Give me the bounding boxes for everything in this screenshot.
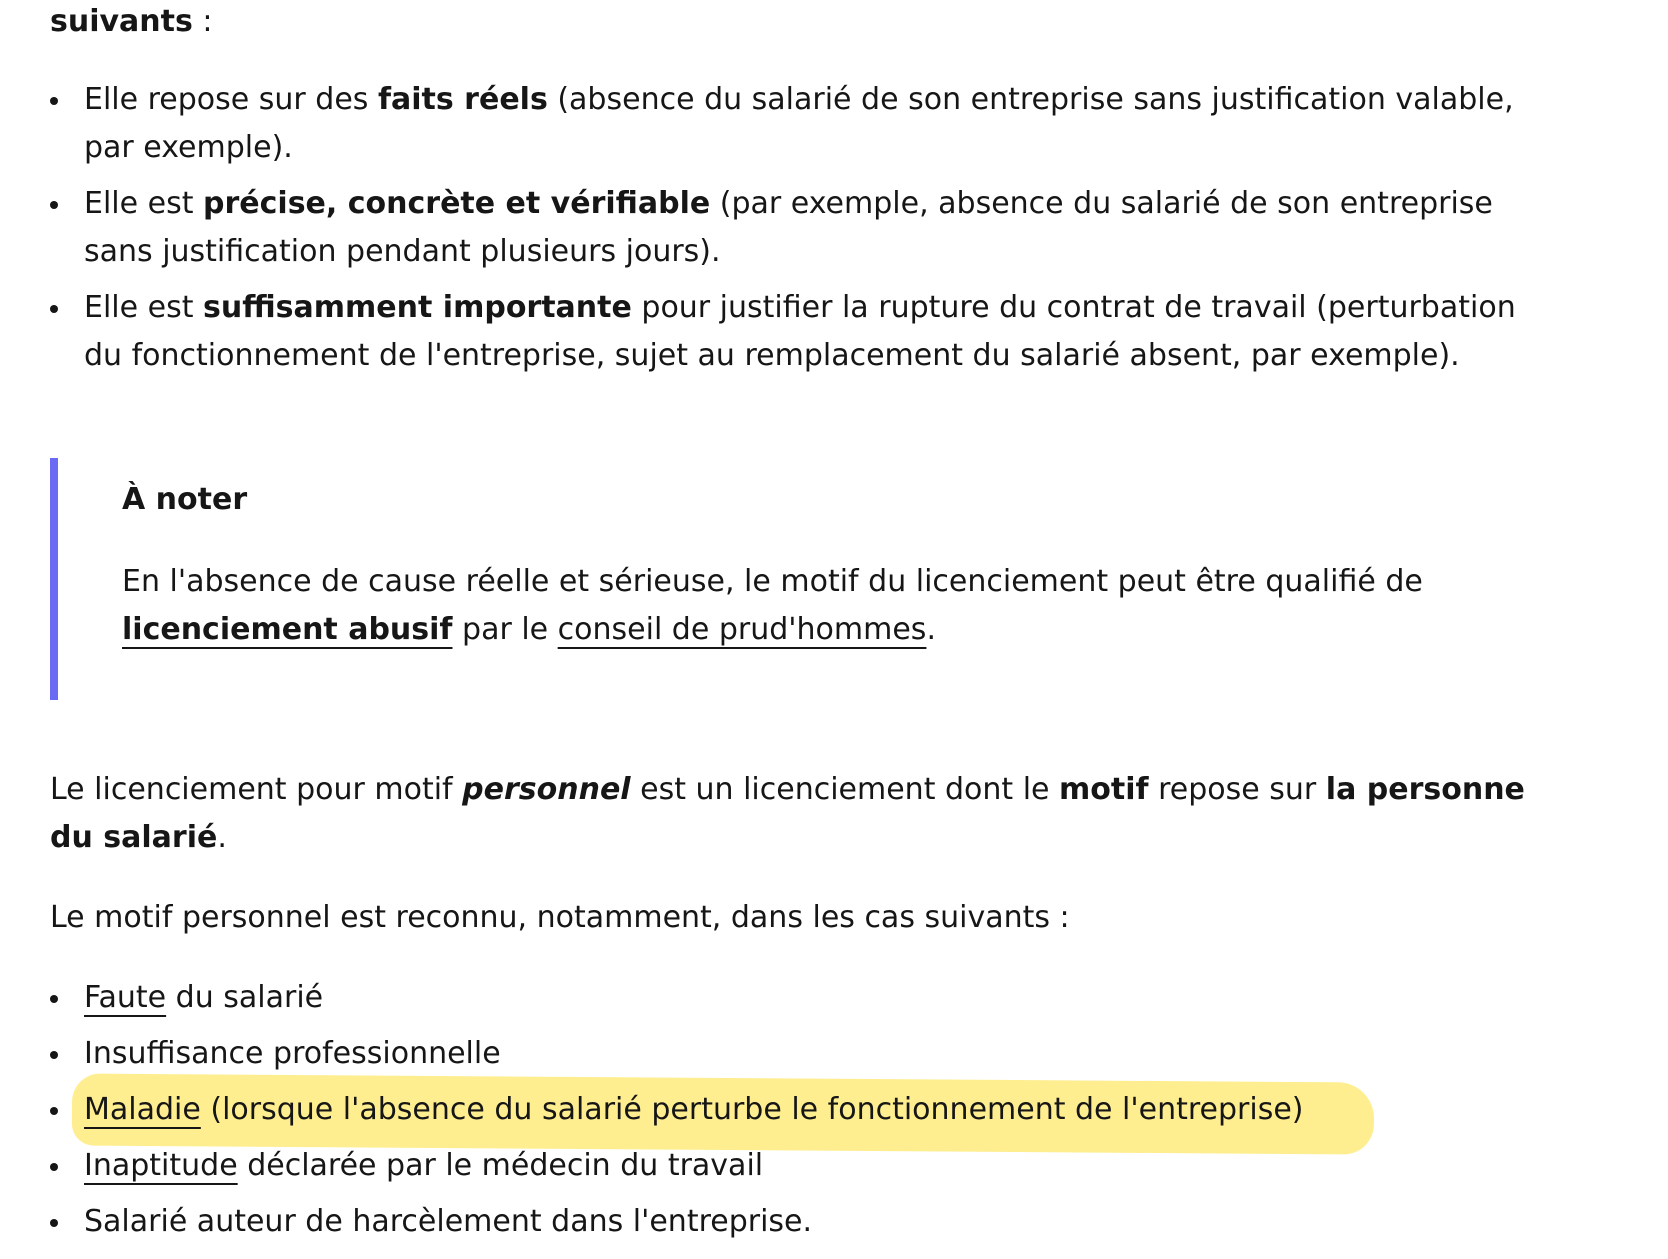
maladie-link[interactable]: Maladie: [84, 1092, 201, 1127]
definition-paragraph: Le licenciement pour motif personnel est un licenciement dont le motif repose sur la personne du salarié.: [50, 772, 1525, 855]
list-item: Inaptitude déclarée par le médecin du travail: [50, 1142, 1530, 1190]
list-item: Faute du salarié: [50, 974, 1530, 1022]
cases-list: [50, 974, 1530, 1246]
list-item: Elle est précise, concrète et vérifiable (par exemple, absence du salarié de son entreprise sans justification pendant plusieurs jours).: [50, 180, 1530, 276]
criteria-bold: faits réels: [377, 82, 548, 117]
criteria-bold: précise, concrète et vérifiable: [203, 186, 711, 221]
criteria-bold: suffisamment importante: [203, 290, 632, 325]
inaptitude-link[interactable]: Inaptitude: [84, 1148, 238, 1183]
intro-fragment-suffix: :: [192, 4, 213, 39]
note-title: À noter: [122, 482, 248, 517]
intro-fragment-bold: suivants: [50, 4, 193, 39]
list-item: Maladie (lorsque l'absence du salarié perturbe le fonctionnement de l'entreprise): [50, 1086, 1530, 1134]
intro-fragment: [50, 0, 213, 46]
faute-link[interactable]: Faute: [84, 980, 167, 1015]
list-item: Salarié auteur de harcèlement dans l'entreprise.: [50, 1198, 1530, 1246]
criteria-list: [50, 76, 1530, 380]
list-item: Elle repose sur des faits réels (absence du salarié de son entreprise sans justification valable, par exemple).: [50, 76, 1530, 172]
list-item: Insuffisance professionnelle: [50, 1030, 1530, 1078]
list-item: Elle est suffisamment importante pour justifier la rupture du contrat de travail (perturbation du fonctionnement de l'entreprise, sujet au remplacement du salarié absent, par exemple).: [50, 284, 1530, 380]
licenciement-abusif-link[interactable]: licenciement abusif: [122, 612, 453, 647]
note-body: En l'absence de cause réelle et sérieuse, le motif du licenciement peut être qualifié de licenciement abusif par le conseil de prud'hommes.: [122, 564, 1423, 647]
conseil-prudhommes-link[interactable]: conseil de prud'hommes: [557, 612, 927, 647]
cases-intro: Le motif personnel est reconnu, notamment, dans les cas suivants :: [50, 900, 1070, 935]
note-callout: [50, 458, 1490, 700]
